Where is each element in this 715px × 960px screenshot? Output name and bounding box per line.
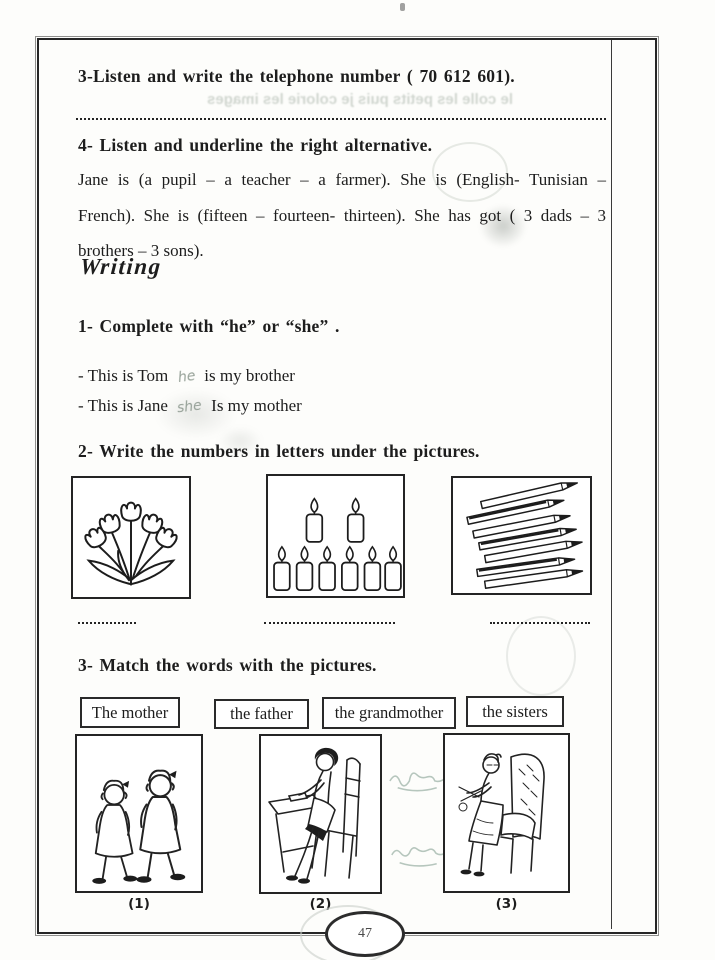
q1-item-2-handwritten-answer: she <box>176 397 203 417</box>
writing-q1-title: 1- Complete with “he” or “she” . <box>78 316 340 336</box>
word-box-the-grandmother: the grandmother <box>322 697 456 729</box>
q1-item-1-before: - This is Tom <box>78 366 169 385</box>
q1-item-2-before: - This is Jane <box>78 396 168 415</box>
q4-line-1: Jane is (a pupil – a teacher – a farmer). She is (English- Tunisian – <box>78 170 606 189</box>
q1-item-1-handwritten-answer: he <box>176 367 196 387</box>
picture-3-grandmother <box>443 733 570 893</box>
picture-1-sisters <box>75 734 203 893</box>
q1-item-2 <box>78 396 302 416</box>
right-margin-rule <box>611 40 612 929</box>
q1-item-1 <box>78 366 295 386</box>
writing-section-heading: Writing <box>79 254 163 279</box>
writing-q3-title: 3- Match the words with the pictures. <box>78 655 377 675</box>
picture-2-label: (2) <box>309 896 332 912</box>
q2-answer-line-2 <box>264 608 395 624</box>
tulips-drawing <box>73 478 189 597</box>
q1-item-1-after: is my brother <box>204 366 295 385</box>
pencils-drawing <box>453 478 590 593</box>
q3-title: 3-Listen and write the telephone number ( 70 612 601). <box>78 66 515 86</box>
q4-title: 4- Listen and underline the right alternative. <box>78 135 433 155</box>
q3-answer-line <box>76 104 606 120</box>
scan-speck <box>400 3 405 11</box>
writing-q2-title: 2- Write the numbers in letters under the pictures. <box>78 441 480 461</box>
bleed-through-text: le colle les petits puis je colorie les images <box>207 91 513 108</box>
page-number: 47 <box>358 926 372 941</box>
grandmother-in-armchair-drawing <box>445 735 568 891</box>
picture-box-candles <box>266 474 405 598</box>
q4-line-3: brothers – 3 sons). <box>78 241 204 260</box>
picture-box-tulips <box>71 476 191 599</box>
q2-answer-line-3 <box>490 608 590 624</box>
word-box-the-father: the father <box>214 699 309 729</box>
q4-paragraph <box>78 162 606 269</box>
word-box-the-mother: The mother <box>80 697 180 728</box>
q1-item-2-after: Is my mother <box>211 396 302 415</box>
page-number-badge <box>325 911 405 957</box>
picture-2-mother <box>259 734 382 894</box>
picture-box-pencils <box>451 476 592 595</box>
q2-answer-line-1 <box>78 608 136 624</box>
candles-drawing <box>268 476 403 596</box>
picture-1-label: (1) <box>128 896 150 912</box>
q4-line-2: French). She is (fifteen – fourteen- thirteen). She has got ( 3 dads – 3 <box>78 205 606 225</box>
picture-3-label: (3) <box>495 896 518 912</box>
woman-writing-at-table-drawing <box>261 736 380 892</box>
word-box-the-sisters: the sisters <box>466 696 564 727</box>
two-girls-walking-drawing <box>77 736 201 891</box>
